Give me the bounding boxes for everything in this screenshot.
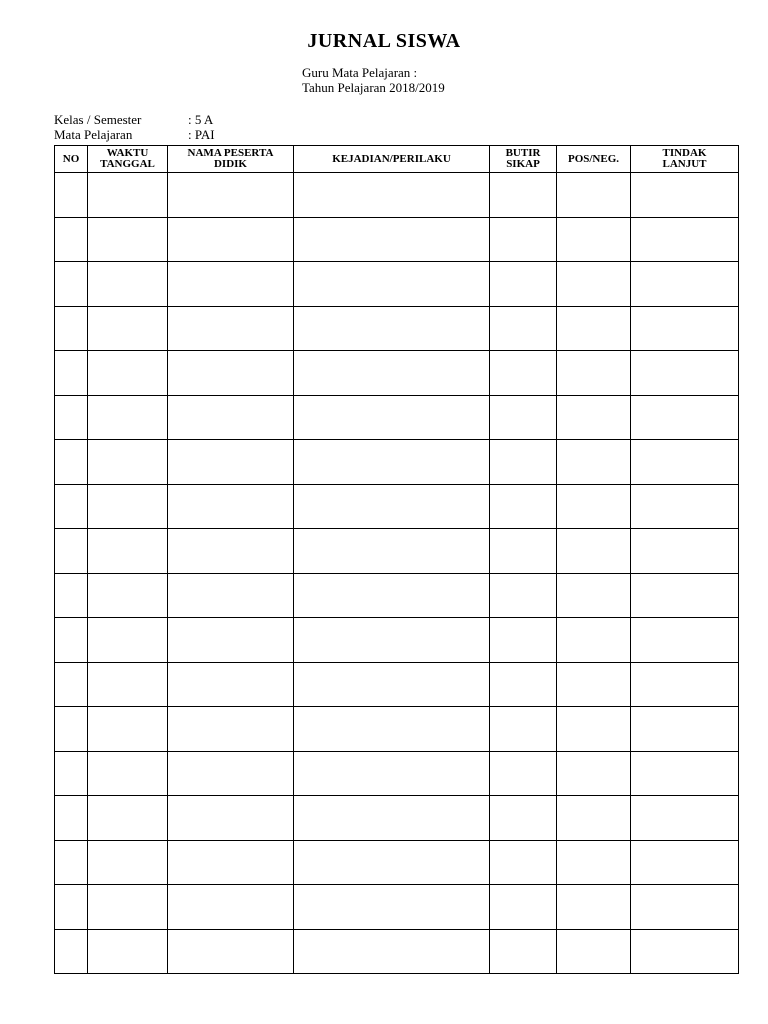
cell-no [55,351,88,396]
cell-posneg [557,173,631,218]
cell-no [55,440,88,485]
cell-waktu [88,529,168,574]
table-row [55,262,739,307]
table-row [55,306,739,351]
cell-posneg [557,306,631,351]
cell-butir [490,929,557,974]
page-title: JURNAL SISWA [307,30,461,52]
cell-kejadian [294,885,490,930]
cell-no [55,751,88,796]
cell-waktu [88,217,168,262]
cell-no [55,707,88,752]
cell-posneg [557,573,631,618]
cell-kejadian [294,484,490,529]
cell-tindak [631,395,739,440]
cell-butir [490,840,557,885]
cell-kejadian [294,529,490,574]
cell-kejadian [294,306,490,351]
kelas-value: : 5 A [188,112,214,127]
table-row [55,707,739,752]
cell-no [55,306,88,351]
tahun-label: Tahun Pelajaran 2018/2019 [302,80,445,95]
cell-butir [490,351,557,396]
cell-nama [168,751,294,796]
cell-waktu [88,662,168,707]
cell-waktu [88,306,168,351]
cell-tindak [631,529,739,574]
journal-body [55,173,739,974]
cell-nama [168,395,294,440]
cell-kejadian [294,751,490,796]
cell-nama [168,529,294,574]
cell-no [55,529,88,574]
cell-waktu [88,929,168,974]
cell-nama [168,484,294,529]
kelas-label: Kelas / Semester [54,112,142,127]
cell-tindak [631,707,739,752]
table-row [55,573,739,618]
cell-posneg [557,707,631,752]
cell-waktu [88,173,168,218]
cell-nama [168,440,294,485]
cell-nama [168,573,294,618]
cell-nama [168,173,294,218]
table-row [55,796,739,841]
cell-nama [168,262,294,307]
table-row [55,751,739,796]
table-row [55,840,739,885]
cell-tindak [631,796,739,841]
cell-tindak [631,662,739,707]
cell-no [55,929,88,974]
cell-no [55,573,88,618]
cell-kejadian [294,707,490,752]
cell-tindak [631,306,739,351]
cell-waktu [88,885,168,930]
cell-posneg [557,751,631,796]
cell-tindak [631,217,739,262]
cell-nama [168,306,294,351]
cell-waktu [88,351,168,396]
cell-butir [490,484,557,529]
cell-tindak [631,618,739,663]
cell-nama [168,840,294,885]
cell-kejadian [294,173,490,218]
cell-butir [490,707,557,752]
cell-butir [490,618,557,663]
cell-nama [168,707,294,752]
cell-kejadian [294,395,490,440]
cell-posneg [557,796,631,841]
cell-no [55,662,88,707]
cell-no [55,262,88,307]
cell-no [55,618,88,663]
cell-kejadian [294,796,490,841]
cell-no [55,840,88,885]
cell-no [55,885,88,930]
journal-table [54,145,739,974]
col-header-butir: BUTIR SIKAP [490,146,557,173]
cell-butir [490,395,557,440]
guru-label: Guru Mata Pelajaran : [302,65,418,80]
cell-posneg [557,484,631,529]
cell-posneg [557,929,631,974]
cell-butir [490,173,557,218]
cell-posneg [557,395,631,440]
col-header-nama: NAMA PESERTA DIDIK [168,146,294,173]
cell-kejadian [294,440,490,485]
cell-tindak [631,840,739,885]
table-row [55,662,739,707]
cell-no [55,796,88,841]
cell-tindak [631,885,739,930]
cell-butir [490,796,557,841]
cell-kejadian [294,262,490,307]
cell-no [55,217,88,262]
cell-posneg [557,217,631,262]
table-row [55,484,739,529]
cell-kejadian [294,573,490,618]
mapel-label: Mata Pelajaran [54,127,133,142]
cell-posneg [557,662,631,707]
cell-butir [490,440,557,485]
cell-waktu [88,262,168,307]
cell-kejadian [294,217,490,262]
table-row [55,529,739,574]
cell-posneg [557,440,631,485]
cell-nama [168,929,294,974]
col-header-tindak: TINDAK LANJUT [631,146,739,173]
table-row [55,929,739,974]
cell-no [55,395,88,440]
table-row [55,217,739,262]
cell-posneg [557,262,631,307]
table-row [55,440,739,485]
cell-kejadian [294,662,490,707]
cell-waktu [88,484,168,529]
cell-tindak [631,573,739,618]
cell-butir [490,573,557,618]
cell-posneg [557,618,631,663]
cell-posneg [557,351,631,396]
cell-butir [490,217,557,262]
cell-waktu [88,707,168,752]
cell-waktu [88,796,168,841]
cell-no [55,484,88,529]
cell-butir [490,262,557,307]
cell-waktu [88,440,168,485]
cell-kejadian [294,929,490,974]
cell-tindak [631,262,739,307]
cell-tindak [631,929,739,974]
col-header-kejadian: KEJADIAN/PERILAKU [294,146,490,173]
cell-posneg [557,885,631,930]
table-row [55,618,739,663]
cell-nama [168,351,294,396]
cell-butir [490,751,557,796]
cell-posneg [557,840,631,885]
cell-nama [168,796,294,841]
table-row [55,395,739,440]
table-row [55,173,739,218]
cell-kejadian [294,840,490,885]
cell-nama [168,885,294,930]
table-row [55,885,739,930]
cell-no [55,173,88,218]
cell-waktu [88,573,168,618]
cell-kejadian [294,618,490,663]
cell-tindak [631,351,739,396]
cell-tindak [631,440,739,485]
cell-waktu [88,840,168,885]
col-header-waktu: WAKTU TANGGAL [88,146,168,173]
cell-butir [490,662,557,707]
cell-butir [490,885,557,930]
cell-tindak [631,751,739,796]
cell-tindak [631,484,739,529]
header-row [55,146,739,173]
cell-waktu [88,395,168,440]
cell-posneg [557,529,631,574]
cell-butir [490,306,557,351]
cell-nama [168,618,294,663]
mapel-value: : PAI [188,127,215,142]
col-header-no: NO [55,146,88,173]
cell-waktu [88,618,168,663]
cell-waktu [88,751,168,796]
cell-nama [168,217,294,262]
cell-kejadian [294,351,490,396]
cell-tindak [631,173,739,218]
col-header-posneg: POS/NEG. [557,146,631,173]
cell-butir [490,529,557,574]
table-row [55,351,739,396]
cell-nama [168,662,294,707]
